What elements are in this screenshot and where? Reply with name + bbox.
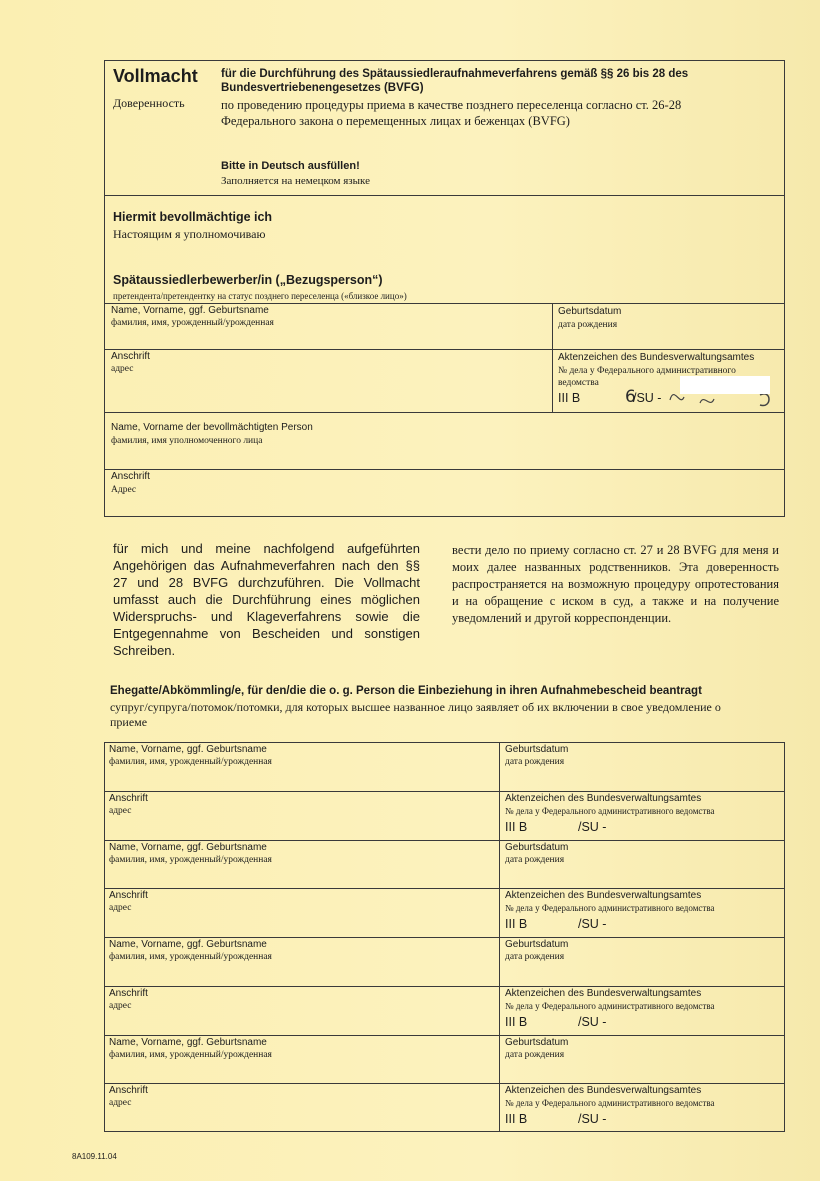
field-label-ru: № дела у Федерального административного ведомства [505, 1000, 715, 1011]
form-code: 8A109.11.04 [72, 1152, 117, 1161]
field-label: Name, Vorname, ggf. Geburtsname [109, 841, 267, 853]
field-label-ru: № дела у Федерального административного ведомства [505, 805, 715, 816]
file-number-handwritten: 6 [625, 387, 636, 407]
reference-person-address-field[interactable] [105, 350, 551, 412]
relative-file-number-field[interactable] [500, 1084, 784, 1132]
authorized-person-name-field[interactable] [105, 413, 784, 469]
field-label: Aktenzeichen des Bundesverwaltungsamtes [505, 987, 702, 999]
field-label-ru: дата рождения [505, 952, 565, 962]
reference-person-name-field[interactable] [105, 304, 551, 349]
relative-address-field[interactable] [105, 889, 498, 937]
reference-person-birthdate-field[interactable] [553, 304, 784, 349]
file-number-prefix: III B [505, 819, 528, 834]
file-number-prefix: III B [558, 391, 581, 405]
field-label: Geburtsdatum [558, 306, 622, 317]
file-number-prefix: III B [505, 1014, 528, 1029]
file-number-su: /SU - [578, 1112, 607, 1127]
field-label: Geburtsdatum [505, 744, 569, 755]
field-label: Anschrift [111, 351, 150, 362]
grant-title: Hiermit bevollmächtige ich [113, 210, 273, 224]
field-label-ru: адрес [109, 805, 132, 816]
file-number-su: /SU - [578, 819, 607, 834]
relative-birthdate-field[interactable] [500, 938, 784, 986]
relative-address-field[interactable] [105, 792, 498, 840]
field-label: Name, Vorname der bevollmächtigten Person [111, 422, 313, 433]
file-number-prefix: III B [505, 917, 528, 932]
scope-text-de: für mich und meine nachfolgend aufgeführten Angehörigen das Aufnahmeverfahren nach den §§ 27 und 28 BVFG durchzuführen. Die Vollmacht umfasst auch die Durchführung eines möglichen Widerspruchs- und Klageverfahrens sowie die Entgegennahme von Bescheiden und sonstigen Schreiben. [113, 541, 420, 658]
relatives-title-ru: супруг/супруга/потомок/потомки, для которых высшее названное лицо заявляет об их включении в свое уведомление о приеме [110, 700, 721, 729]
file-number-prefix: III B [505, 1112, 528, 1127]
relative-birthdate-field[interactable] [500, 841, 784, 889]
relative-file-number-field[interactable] [500, 889, 784, 937]
file-number-su: /SU - [578, 917, 607, 932]
field-label: Name, Vorname, ggf. Geburtsname [109, 744, 267, 755]
field-label: Anschrift [111, 471, 150, 482]
field-label-ru: адрес [109, 903, 132, 914]
field-label: Aktenzeichen des Bundesverwaltungsamtes [558, 352, 755, 363]
field-label-ru: адрес [111, 364, 134, 374]
file-number-su: /SU - [633, 391, 662, 405]
field-label-ru: дата рождения [505, 854, 565, 865]
form-title: Vollmacht [113, 66, 198, 86]
field-label: Geburtsdatum [505, 1036, 569, 1048]
relative-name-field[interactable] [105, 743, 498, 791]
purpose-ru-line1: по проведению процедуры приема в качестве позднего переселенца согласно ст. 26-28 [221, 98, 682, 112]
field-label-ru: дата рождения [558, 320, 618, 330]
field-label-ru: фамилия, имя, урожденный/урожденная [109, 952, 272, 962]
field-label-ru: адрес [109, 1098, 132, 1109]
relative-birthdate-field[interactable] [500, 743, 784, 791]
reference-person-title: Spätaussiedlerbewerber/in („Bezugsperson“) [113, 273, 383, 287]
field-label-ru: фамилия, имя уполномоченного лица [111, 436, 263, 446]
field-label-ru: дата рождения [505, 757, 565, 767]
field-label: Anschrift [109, 890, 148, 902]
field-label-ru: фамилия, имя, урожденный/урожденная [109, 1049, 272, 1060]
field-label-ru: ведомства [558, 378, 599, 388]
field-label: Name, Vorname, ggf. Geburtsname [109, 1036, 267, 1048]
purpose-de-line1: für die Durchführung des Spätaussiedleraufnahmeverfahrens gemäß §§ 26 bis 28 des [221, 68, 689, 80]
relative-address-field[interactable] [105, 1084, 498, 1132]
relative-name-field[interactable] [105, 938, 498, 986]
field-label-ru: № дела у Федерального административного [558, 366, 736, 376]
form-title-ru: Доверенность [113, 96, 185, 110]
field-label: Name, Vorname, ggf. Geburtsname [111, 305, 269, 316]
field-label: Anschrift [109, 1085, 148, 1097]
relative-birthdate-field[interactable] [500, 1036, 784, 1084]
relative-name-field[interactable] [105, 841, 498, 889]
fill-instruction-ru: Заполняется на немецком языке [221, 175, 370, 187]
divider [104, 516, 785, 517]
file-number-su: /SU - [578, 1014, 607, 1029]
reference-person-title-ru: претендента/претендентку на статус позднего переселенца («близкое лицо») [113, 291, 407, 301]
field-label-ru: Адрес [111, 485, 137, 495]
relative-file-number-field[interactable] [500, 792, 784, 840]
field-label-ru: дата рождения [505, 1049, 565, 1060]
grant-title-ru: Настоящим я уполномочиваю [113, 227, 266, 241]
field-label: Aktenzeichen des Bundesverwaltungsamtes [505, 1085, 702, 1097]
purpose-de-line2: Bundesvertriebenengesetzes (BVFG) [221, 82, 424, 94]
field-label: Anschrift [109, 792, 148, 804]
field-label: Anschrift [109, 987, 148, 999]
field-label-ru: адрес [109, 1000, 132, 1011]
field-label-ru: фамилия, имя, урожденный/урожденная [109, 854, 272, 865]
field-label: Aktenzeichen des Bundesverwaltungsamtes [505, 792, 702, 804]
main-frame-right [784, 196, 785, 516]
fill-instruction: Bitte in Deutsch ausfüllen! [221, 160, 360, 172]
relative-file-number-field[interactable] [500, 987, 784, 1035]
field-label-ru: фамилия, имя, урожденный/урожденная [109, 757, 272, 767]
field-label: Aktenzeichen des Bundesverwaltungsamtes [505, 890, 702, 902]
purpose-ru-line2: Федерального закона о перемещенных лицах и беженцах (BVFG) [221, 114, 570, 128]
field-label-ru: фамилия, имя, урожденный/урожденная [111, 318, 274, 328]
authorized-person-address-field[interactable] [105, 470, 784, 516]
relatives-title: Ehegatte/Abkömmling/e, für den/die die o. g. Person die Einbeziehung in ihren Aufnahmebescheid beantragt [110, 685, 702, 697]
field-label-ru: № дела у Федерального административного ведомства [505, 1098, 715, 1109]
field-label-ru: № дела у Федерального административного ведомства [505, 903, 715, 914]
field-label: Geburtsdatum [505, 939, 569, 950]
field-label: Geburtsdatum [505, 841, 569, 853]
relative-address-field[interactable] [105, 987, 498, 1035]
scope-text-ru: вести дело по приему согласно ст. 27 и 28 BVFG для меня и моих далее названных родственников. Эта доверенность распространяется на возможную процедуру опротестования и на обращение с иском в суд, а также и на получение уведомлений и другой корреспонденции. [452, 543, 779, 625]
redaction-block [680, 376, 770, 394]
field-label: Name, Vorname, ggf. Geburtsname [109, 939, 267, 950]
relative-name-field[interactable] [105, 1036, 498, 1084]
